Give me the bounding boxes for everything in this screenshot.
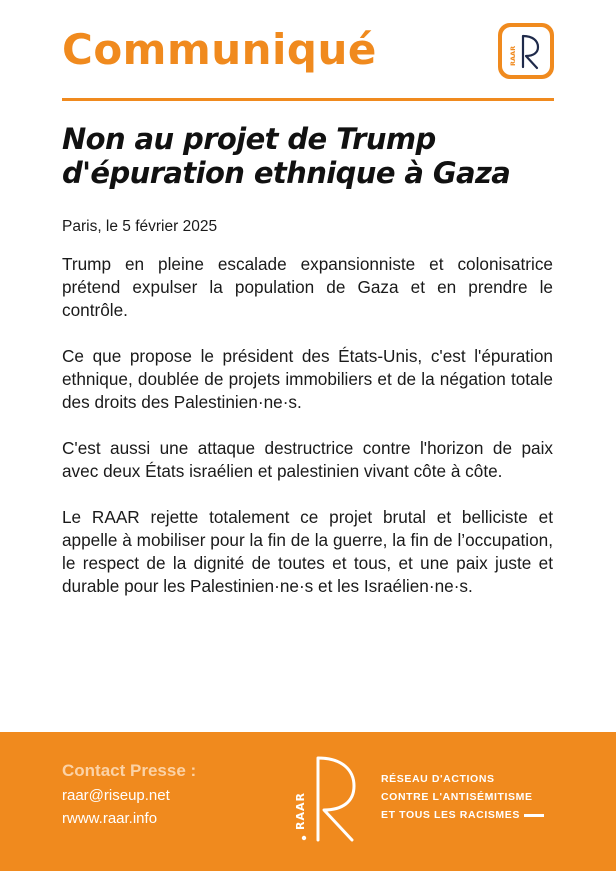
- org-name-line-3-text: ET TOUS LES RACISMES: [381, 809, 520, 821]
- org-name-line-2: CONTRE L'ANTISÉMITISME: [381, 791, 533, 803]
- raar-logo-icon: [498, 23, 554, 79]
- org-name-bar: [524, 814, 544, 817]
- raar-footer-logo-icon: [290, 754, 364, 844]
- raar-logo-badge: [498, 23, 554, 79]
- headline: [62, 122, 562, 190]
- page-title: Communiqué: [62, 25, 377, 74]
- dateline: Paris, le 5 février 2025: [62, 218, 218, 235]
- body-paragraph-3: C'est aussi une attaque destructrice contre l'horizon de paix avec deux États israélien et palestinien vivant côte à côte.: [62, 438, 553, 481]
- contact-website[interactable]: rwww.raar.info: [62, 810, 158, 827]
- body-paragraph-1: Trump en pleine escalade expansionniste et colonisatrice prétend expulser la population de Gaza et en prendre le contrôle.: [62, 254, 553, 320]
- org-name-line-1: RÉSEAU D'ACTIONS: [381, 773, 495, 785]
- body-paragraph-2: Ce que propose le président des États-Unis, c'est l'épuration ethnique, doublée de projets immobiliers et de la négation totale des droits des Palestinien·ne·s.: [62, 346, 553, 412]
- body-paragraph-4: Le RAAR rejette totalement ce projet brutal et belliciste et appelle à mobiliser pour la fin de la guerre, la fin de l’occupation, le respect de la dignité de toutes et tous, et une paix juste et durable pour les Palestinien·ne·s et les Israélien·ne·s.: [62, 507, 553, 596]
- header-divider: [62, 98, 554, 101]
- contact-email[interactable]: raar@riseup.net: [62, 787, 170, 804]
- footer-logo-text: RAAR: [294, 792, 307, 830]
- logo-badge-text: RAAR: [509, 45, 517, 66]
- headline-line-1: Non au projet de Trump: [62, 122, 436, 156]
- org-name-line-3: [381, 808, 544, 822]
- headline-line-2: d'épuration ethnique à Gaza: [62, 156, 511, 190]
- footer: [0, 732, 616, 871]
- communique-body: [62, 253, 553, 621]
- contact-title: Contact Presse :: [62, 761, 197, 780]
